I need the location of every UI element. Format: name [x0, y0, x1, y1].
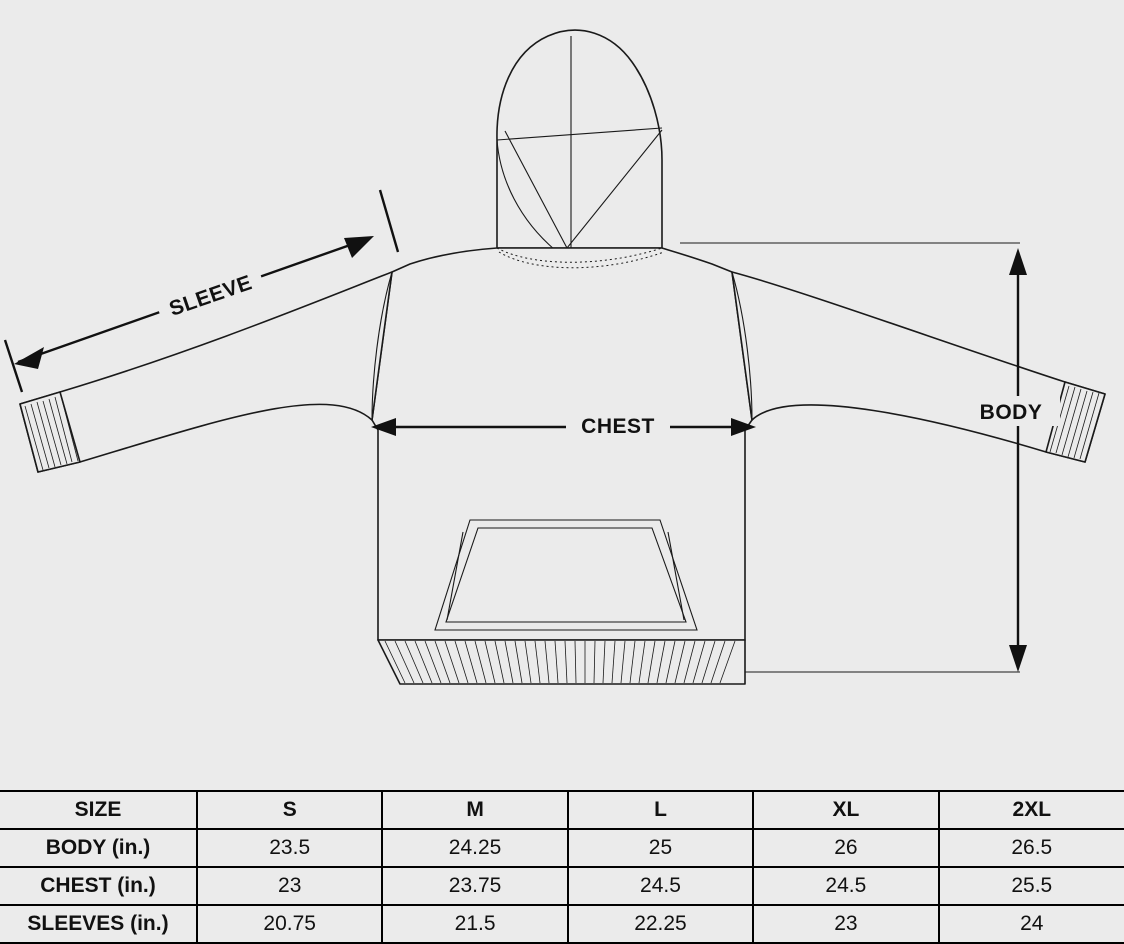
table-cell: 23.75 [382, 867, 567, 905]
table-cell: 26 [753, 829, 938, 867]
sleeve-label-text: SLEEVE [166, 271, 256, 321]
table-cell: 25 [568, 829, 753, 867]
table-header-cell: XL [753, 791, 938, 829]
table-header-cell: L [568, 791, 753, 829]
table-cell: 25.5 [939, 867, 1124, 905]
table-cell: 21.5 [382, 905, 567, 943]
table-cell: 24 [939, 905, 1124, 943]
sleeve-label [155, 266, 266, 327]
measurement-table [0, 790, 1124, 944]
table-header-cell: 2XL [939, 791, 1124, 829]
table-header-cell: SIZE [0, 791, 197, 829]
table-cell: 24.5 [753, 867, 938, 905]
row-label: SLEEVES (in.) [0, 905, 197, 943]
table-cell: 24.25 [382, 829, 567, 867]
table-row [0, 905, 1124, 943]
table-cell: 23 [197, 867, 382, 905]
table-cell: 23.5 [197, 829, 382, 867]
table-cell: 26.5 [939, 829, 1124, 867]
table-row [0, 867, 1124, 905]
body-dimension-line [1009, 248, 1027, 672]
table-cell: 24.5 [568, 867, 753, 905]
table-header-row [0, 791, 1124, 829]
chest-label-text: CHEST [581, 415, 655, 438]
table-row [0, 829, 1124, 867]
row-label: CHEST (in.) [0, 867, 197, 905]
measurement-table-wrap [0, 790, 1124, 941]
table-header-cell: S [197, 791, 382, 829]
table-cell: 22.25 [568, 905, 753, 943]
row-label: BODY (in.) [0, 829, 197, 867]
body-label-text: BODY [979, 401, 1043, 424]
table-cell: 23 [753, 905, 938, 943]
table-header-cell: M [382, 791, 567, 829]
table-cell: 20.75 [197, 905, 382, 943]
